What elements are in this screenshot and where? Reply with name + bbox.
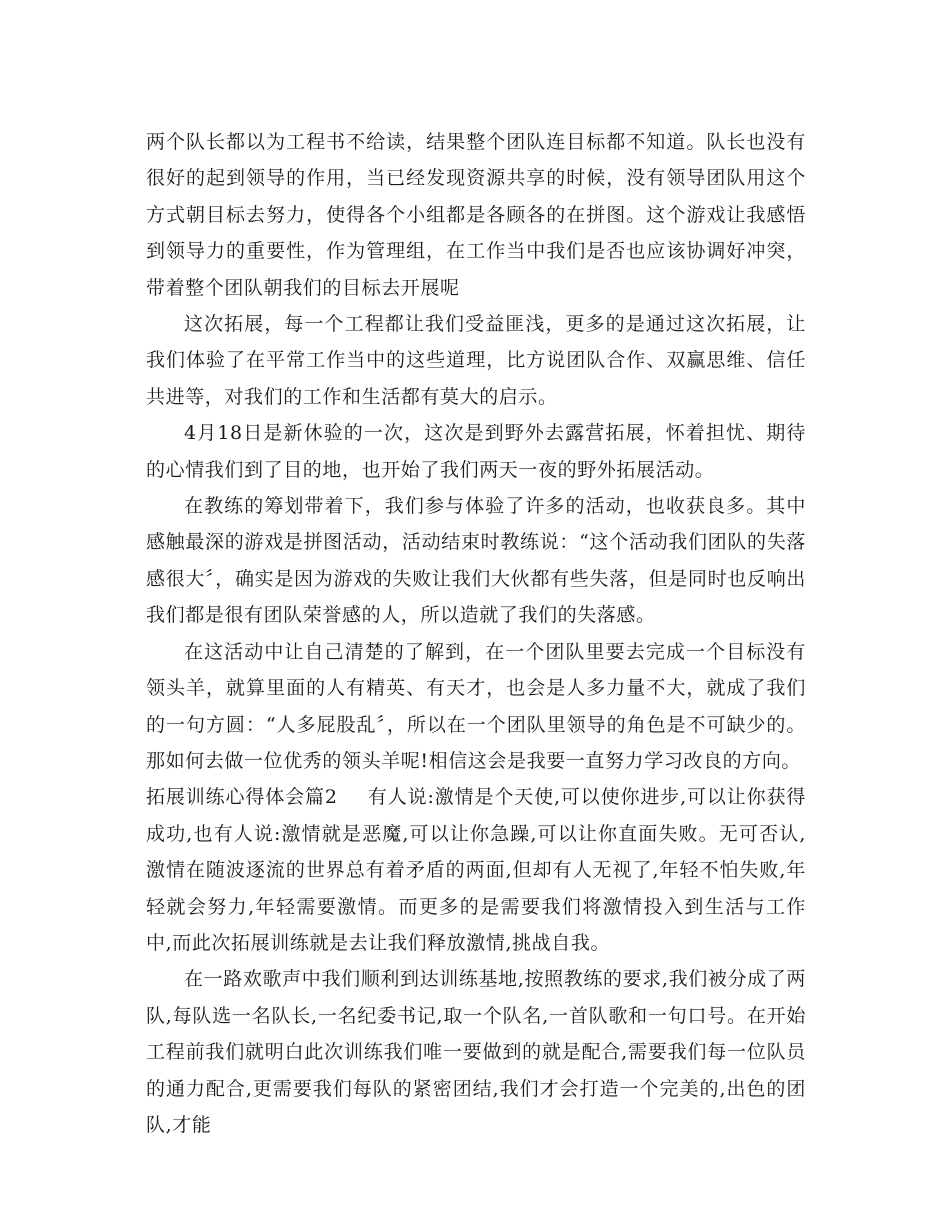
paragraph-last: 在一路欢歌声中我们顺利到达训练基地,按照教练的要求,我们被分成了两队,每队选一名队长,一名纪委书记,取一个队名,一首队歌和一句口号。在开始工程前我们就明白此次训练我们唯一要做到的就是配合,需要我们每一位队员的通力配合,更需要我们每队的紧密团结,我们才会打造一个完美的,出色的团队,才能 xyxy=(146,968,806,1136)
paragraph-1: 两个队长都以为工程书不给读，结果整个团队连目标都不知道。队长也没有很好的起到领导的作用，当已经发现资源共享的时候，没有领导团队用这个方式朝目标去努力，使得各个小组都是各顾各的在拼图。这个游戏让我感悟到领导力的重要性，作为管理组，在工作当中我们是否也应该协调好冲突，带着整个团队朝我们的目标去开展呢 xyxy=(146,131,806,299)
section-2-body: 有人说:激情是个天使,可以使你进步,可以让你获得成功,也有人说:激情就是恶魔,可以让你急躁,可以让你直面失败。无可否认,激情在随波逐流的世界总有着矛盾的两面,但却有人无视了,年轻不怕失败,年轻就会努力,年轻需要激情。而更多的是需要我们将激情投入到生活与工作中,而此次拓展训练就是去让我们释放激情,挑战自我。 xyxy=(146,786,807,954)
section-2-paragraph xyxy=(146,779,806,961)
document-page xyxy=(146,124,806,1143)
paragraph-2: 这次拓展，每一个工程都让我们受益匪浅，更多的是通过这次拓展，让我们体验了在平常工作当中的这些道理，比方说团队合作、双赢思维、信任共进等，对我们的工作和生活都有莫大的启示。 xyxy=(146,313,806,408)
paragraph-5: 在这活动中让自己清楚的了解到，在一个团队里要去完成一个目标没有领头羊，就算里面的人有精英、有天才，也会是人多力量不大，就成了我们的一句方圆：“人多屁股乱〞，所以在一个团队里领导的角色是不可缺少的。那如何去做一位优秀的领头羊呢!相信这会是我要一直努力学习改良的方向。 xyxy=(146,640,806,772)
paragraph-4: 在教练的筹划带着下，我们参与体验了许多的活动，也收获良多。其中感触最深的游戏是拼图活动，活动结束时教练说：“这个活动我们团队的失落感很大〞，确实是因为游戏的失败让我们大伙都有些失落，但是同时也反响出我们都是很有团队荣誉感的人，所以造就了我们的失落感。 xyxy=(146,495,806,627)
section-2-heading: 拓展训练心得体会篇2 xyxy=(146,786,338,809)
paragraph-3: 4月18日是新休验的一次，这次是到野外去露营拓展，怀着担忧、期待的心情我们到了目的地，也开始了我们两天一夜的野外拓展活动。 xyxy=(146,422,806,481)
